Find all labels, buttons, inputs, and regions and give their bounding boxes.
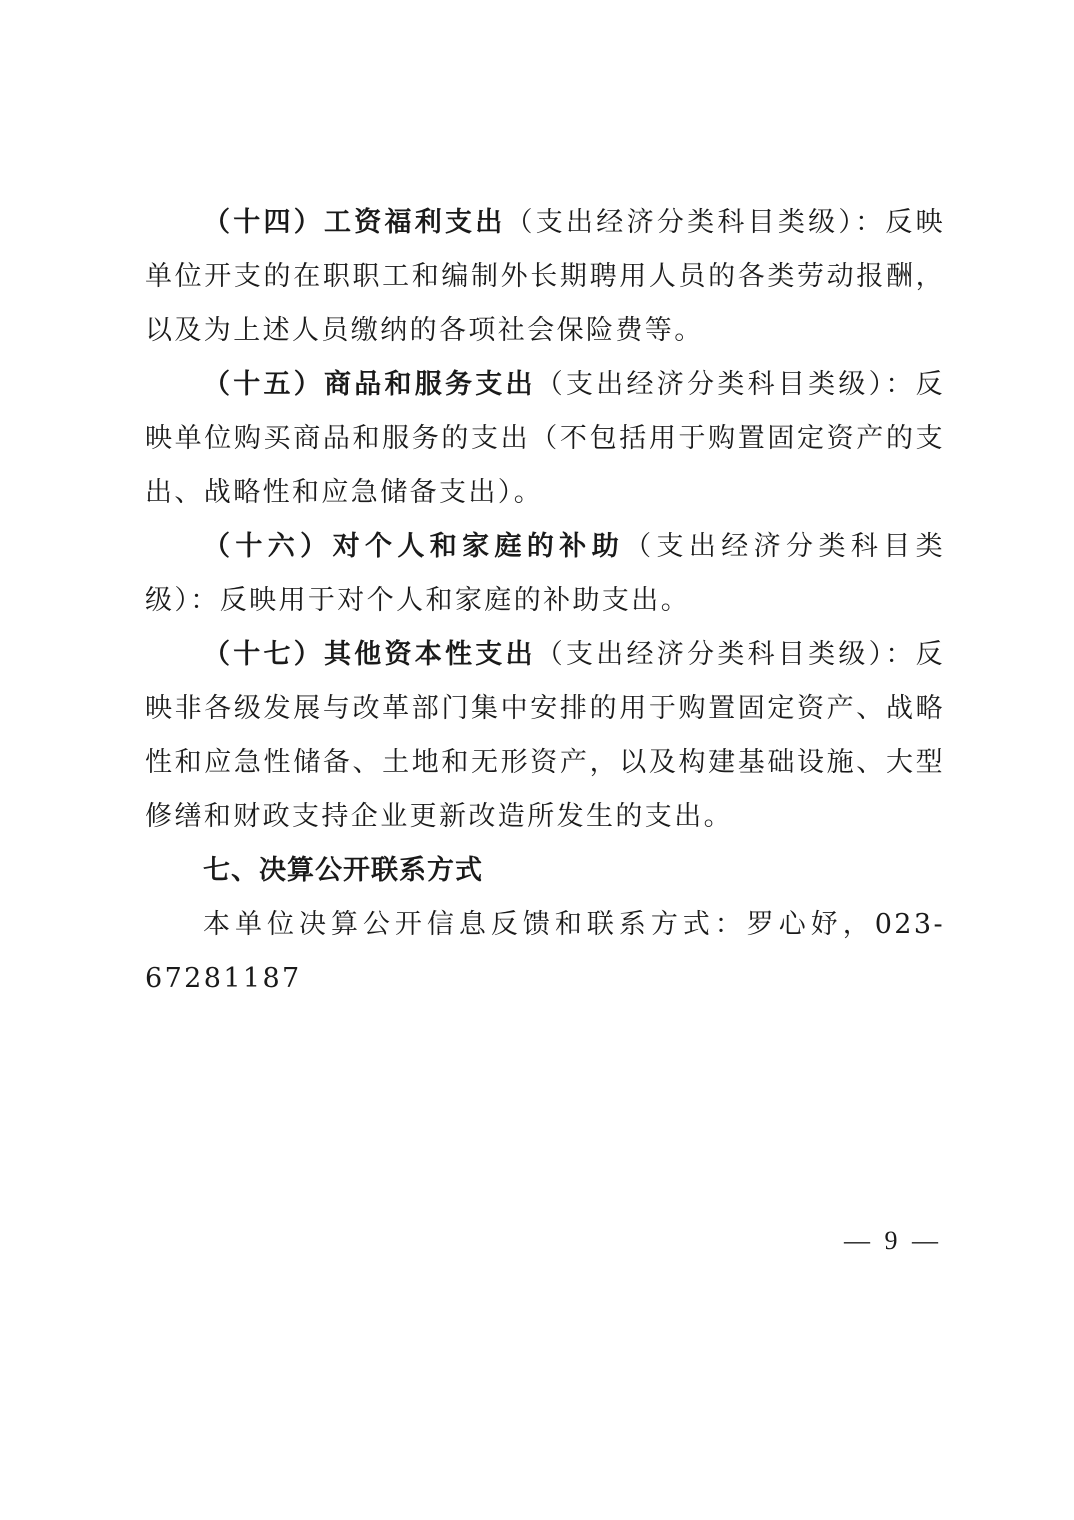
contact-paragraph: 本单位决算公开信息反馈和联系方式：罗心妤，023-67281187 [145,909,945,994]
paragraph-lead: （十五）商品和服务支出 [203,369,536,400]
section-heading: 七、决算公开联系方式 [203,855,483,886]
paragraph-capital-expenditure [145,628,945,844]
paragraph-wage-welfare [145,196,945,358]
paragraph-subsidies [145,520,945,628]
document-body [145,196,945,1006]
paragraph-goods-services [145,358,945,520]
paragraph-text: （支出经济分类科目类级）：反映单位开支的在职职工和编制外长期聘用人员的各类劳动报酬，以及为上述人员缴纳的各项社会保险费等。 [145,207,946,346]
paragraph-lead: （十七）其他资本性支出 [203,639,536,670]
paragraph-text: （支出经济分类科目类级）：反映单位购买商品和服务的支出（不包括用于购置固定资产的支出、战略性和应急储备支出）。 [145,369,945,508]
paragraph-lead: （十四）工资福利支出 [203,207,506,238]
paragraph-lead: （十六）对个人和家庭的补助 [203,531,625,562]
page-number: — 9 — [844,1226,942,1255]
paragraph-text: （支出经济分类科目类级）：反映非各级发展与改革部门集中安排的用于购置固定资产、战略性和应急性储备、土地和无形资产，以及构建基础设施、大型修缮和财政支持企业更新改造所发生的支出。 [145,639,945,832]
paragraph-text: （支出经济分类科目类级）：反映用于对个人和家庭的补助支出。 [145,531,946,616]
